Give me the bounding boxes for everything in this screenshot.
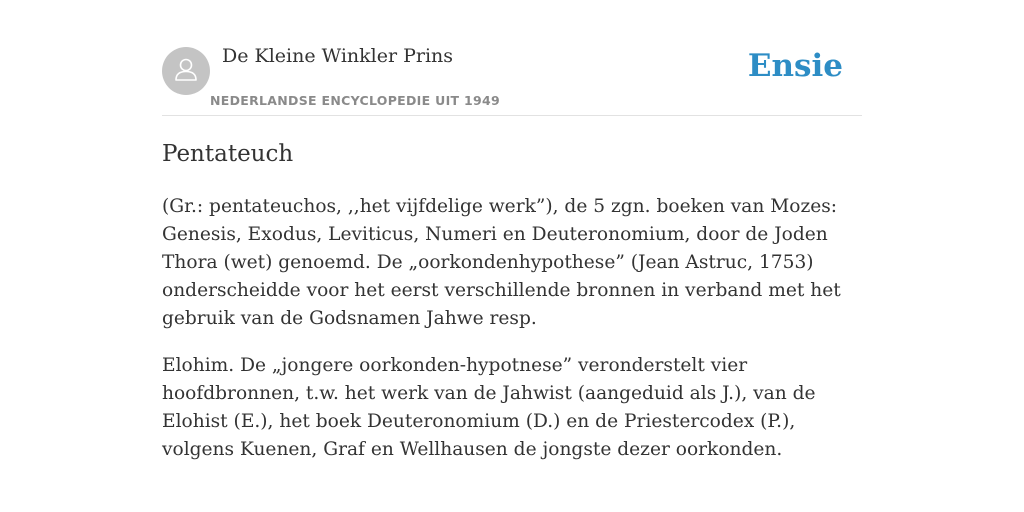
book-header (162, 44, 862, 116)
article-title: Pentateuch (162, 141, 294, 167)
user-icon (172, 55, 200, 88)
book-subtitle: NEDERLANDSE ENCYCLOPEDIE UIT 1949 (210, 93, 500, 108)
brand-logo[interactable]: Ensie (747, 48, 843, 84)
article-paragraph: Elohim. De „jongere oorkonden-hypotnese” veronderstelt vier hoofdbronnen, t.w. het werk van de Jahwist (aangeduid als J.), van de Elohist (E.), het boek Deuteronomium (D.) en de Priestercodex (P.), volgens Kuenen, Graf en Wellhausen de jongste dezer oorkonden. (162, 355, 816, 460)
article (162, 136, 866, 483)
article-paragraph: (Gr.: pentateuchos, ,,het vijfdelige werk”), de 5 zgn. boeken van Mozes: Genesis, Exodus, Leviticus, Numeri en Deuteronomium, door de Joden Thora (wet) genoemd. De „oorkondenhypothese” (Jean Astruc, 1753) onderscheidde voor het eerst verschillende bronnen in verband met het gebruik van de Godsnamen Jahwe resp. (162, 196, 841, 329)
avatar[interactable] (162, 47, 210, 95)
book-title[interactable]: De Kleine Winkler Prins (222, 45, 454, 67)
